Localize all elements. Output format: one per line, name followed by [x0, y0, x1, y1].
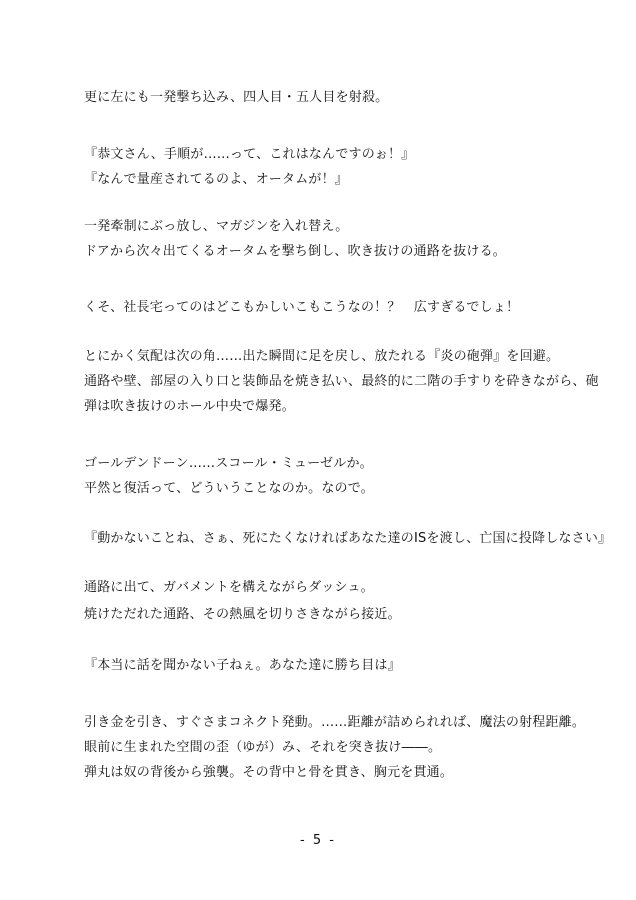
text-line-9: 弾は吹き抜けのホール中央で爆発。 — [84, 399, 295, 414]
text-line-7: とにかく気配は次の角……出た瞬間に足を戻し、放たれる『炎の砲弾』を回避。 — [84, 349, 560, 364]
text-line-8: 通路や壁、部屋の入り口と装飾品を焼き払い、最終的に二階の手すりを砕きながら、砲 — [84, 374, 599, 389]
text-line-13: 通路に出て、ガバメントを構えながらダッシュ。 — [84, 580, 374, 595]
text-line-4: 一発牽制にぶっ放し、マガジンを入れ替え。 — [84, 219, 349, 234]
text-line-5: ドアから次々出てくるオータムを撃ち倒し、吹き抜けの通路を抜ける。 — [84, 244, 507, 259]
text-line-14: 焼けただれた通路、その熱風を切りさきながら接近。 — [84, 607, 401, 622]
text-line-17: 眼前に生まれた空間の歪（ゆが）み、それを突き抜け――。 — [84, 740, 442, 755]
text-line-15: 『本当に話を聞かない子ねぇ。あなた達に勝ち目は』 — [84, 658, 401, 673]
text-line-1: 更に左にも一発撃ち込み、四人目・五人目を射殺。 — [84, 90, 389, 105]
text-line-10: ゴールデンドーン……スコール・ミューゼルか。 — [84, 456, 373, 471]
text-line-16: 引き金を引き、すぐさまコネクト発動。……距離が詰められれば、魔法の射程距離。 — [84, 715, 586, 730]
text-line-12: 『動かないことね、さぁ、死にたくなければあなた達のISを渡し、亡国に投降しなさい』 — [84, 531, 612, 546]
text-line-11: 平然と復活って、どういうことなのか。なので。 — [84, 481, 374, 496]
page-number: - 5 - — [300, 833, 336, 848]
text-line-2: 『恭文さん、手順が……って、これはなんですのぉ！』 — [84, 147, 415, 162]
text-line-18: 弾丸は奴の背後から強襲。その背中と骨を貫き、胸元を貫通。 — [84, 765, 454, 780]
text-line-6: くそ、社長宅ってのはどこもかしいこもこうなの！？ 広すぎるでしょ！ — [84, 300, 520, 315]
text-line-3: 『なんで量産されてるのよ、オータムが！』 — [84, 172, 349, 187]
